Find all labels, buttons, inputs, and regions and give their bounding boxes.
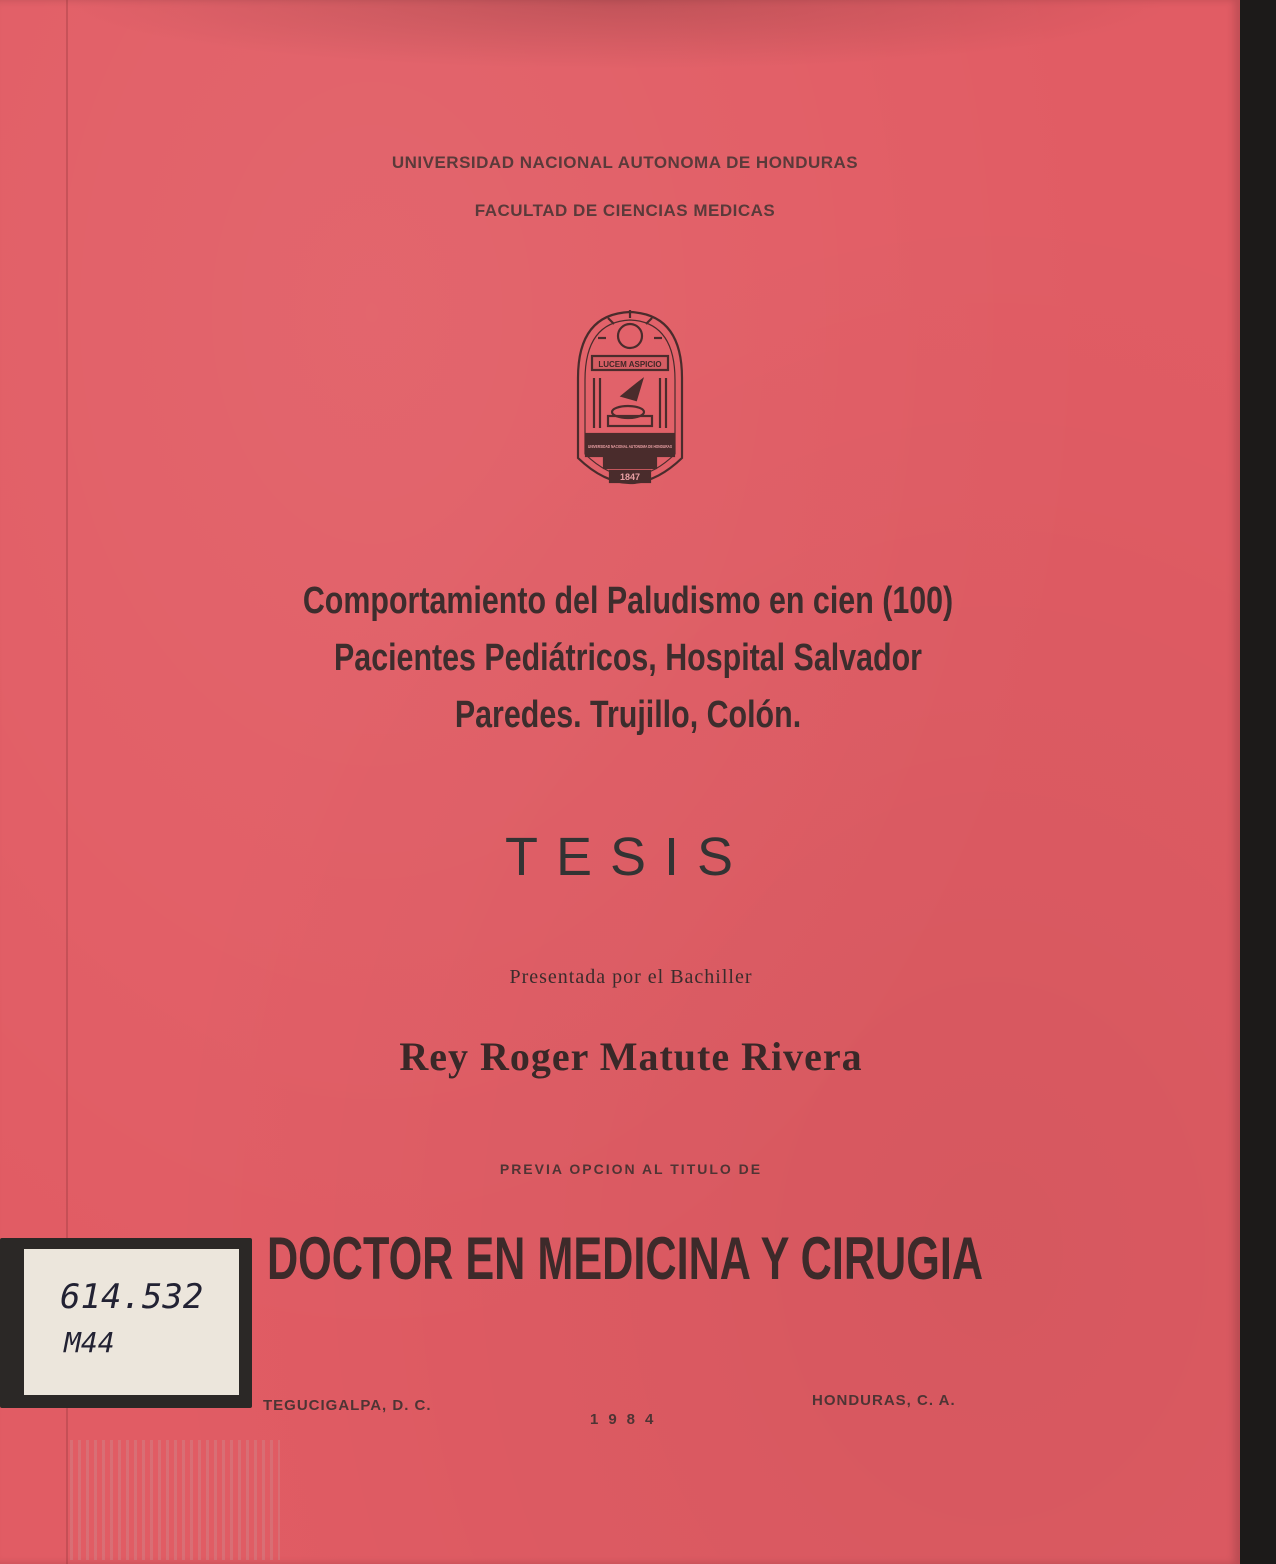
- title-line-1: Comportamiento del Paludismo en cien (100): [302, 580, 954, 622]
- author-name: Rey Roger Matute Rivera: [399, 1034, 863, 1079]
- university-seal-icon: [570, 308, 690, 494]
- city: TEGUCIGALPA, D. C.: [263, 1397, 432, 1414]
- prior-option-label: PREVIA OPCION AL TITULO DE: [499, 1161, 763, 1177]
- seal-motto: LUCEM ASPICIO: [598, 360, 662, 369]
- call-number-cutter: M44: [64, 1326, 115, 1359]
- degree-title: DOCTOR EN MEDICINA Y CIRUGIA: [266, 1225, 984, 1292]
- thesis-title: [126, 573, 1131, 744]
- seal-banner: UNIVERSIDAD NACIONAL AUTONOMA DE HONDURAS: [588, 444, 672, 449]
- label-paper: [24, 1249, 239, 1395]
- library-call-number-label: [0, 1238, 252, 1408]
- publication-year: 1984: [590, 1411, 664, 1428]
- country: HONDURAS, C. A.: [812, 1392, 956, 1409]
- faculty-name: FACULTAD DE CIENCIAS MEDICAS: [474, 201, 776, 220]
- document-type: TESIS: [504, 827, 752, 887]
- cover-wear: [60, 0, 1180, 70]
- title-line-2: Pacientes Pediátricos, Hospital Salvador: [334, 637, 922, 679]
- seal-year: 1847: [619, 472, 641, 482]
- faded-stamp: [70, 1440, 280, 1560]
- university-name: UNIVERSIDAD NACIONAL AUTONOMA DE HONDURAS: [391, 153, 859, 172]
- presented-by-label: Presentada por el Bachiller: [509, 966, 753, 988]
- title-line-3: Paredes. Trujillo, Colón.: [454, 694, 802, 736]
- call-number-class: 614.532: [60, 1277, 204, 1317]
- page-edge: [1240, 0, 1276, 1564]
